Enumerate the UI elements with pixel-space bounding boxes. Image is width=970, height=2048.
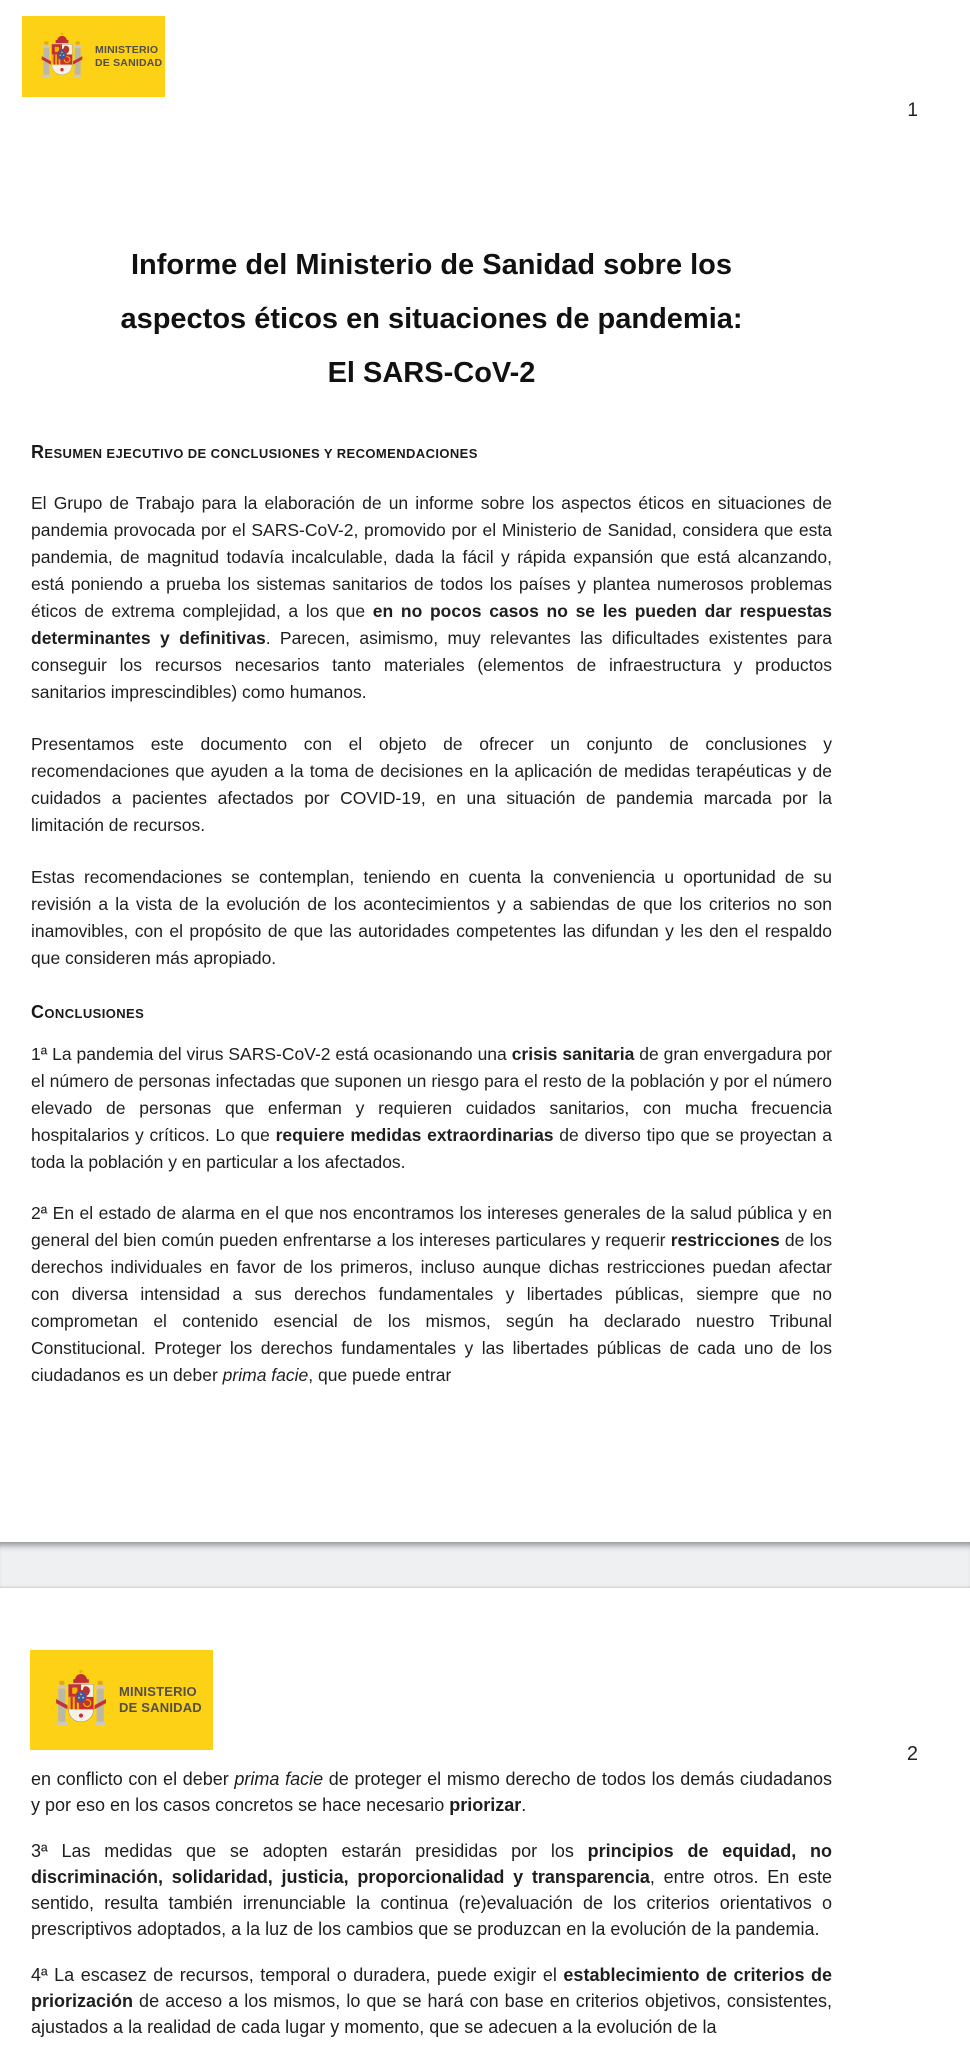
paragraph-conclusion-1: 1ª La pandemia del virus SARS-CoV-2 está ocasionando una crisis sanitaria de gran envergadura por el número de personas infectadas que suponen un riesgo para el resto de la población y por el número elevado de personas que enferman y requieren cuidados sanitarios, con mucha frecuencia hospitalarios y críticos. Lo que requiere medidas extraordinarias de diverso tipo que se proyectan a toda la población y en particular a los afectados.: [31, 1044, 833, 1172]
paragraph-resumen-3: Estas recomendaciones se contemplan, teniendo en cuenta la conveniencia u oportunidad de su revisión a la vista de la evolución de los acontecimientos y a sabiendas de que los criterios no son inamovibles, con el propósito de que las autoridades competentes las difundan y les den el respaldo que consideren más apropiado.: [31, 867, 832, 968]
section-heading-resumen: RESUMEN EJECUTIVO DE CONCLUSIONES Y RECOMENDACIONES: [31, 442, 478, 462]
ministry-name-line2: DE SANIDAD: [95, 56, 163, 69]
page1-content: [31, 441, 832, 1389]
ministry-name-line2: DE SANIDAD: [119, 1700, 202, 1715]
paragraph-conclusion-2: 2ª En el estado de alarma en el que nos encontramos los intereses generales de la salud pública y en general del bien común pueden enfrentarse a los intereses particulares y requerir restricciones de los derechos individuales en favor de los primeros, incluso aunque dichas restricciones puedan afectar con diversa intensidad a sus derechos fundamentales y libertades públicas, siempre que no comprometan el contenido esencial de los mismos, según ha declarado nuestro Tribunal Constitucional. Proteger los derechos fundamentales y las libertades públicas de cada uno de los ciudadanos es un deber prima facie, que puede entrar: [31, 1203, 832, 1385]
page-number: 2: [906, 1743, 918, 1765]
spain-coat-of-arms-icon: [40, 28, 84, 86]
document-title-line3: El SARS-CoV-2: [327, 357, 536, 389]
spain-coat-of-arms-icon: [54, 1664, 108, 1736]
page-number: 1: [907, 100, 918, 121]
document-title-line1: Informe del Ministerio de Sanidad sobre los: [130, 249, 733, 281]
paragraph-conclusion-4: 4ª La escasez de recursos, temporal o duradera, puede exigir el establecimiento de criterios de priorización de acceso a los mismos, lo que se hará con base en criterios objetivos, consistentes, ajustados a la realidad de cada lugar y momento, que se adecuen a la evolución de la: [31, 1965, 833, 2037]
ministry-logo: [22, 16, 165, 97]
ministry-name-line1: MINISTERIO: [95, 43, 159, 56]
page-separator: [0, 1542, 970, 1588]
ministry-name-line1: MINISTERIO: [119, 1683, 197, 1699]
paragraph-resumen-1: El Grupo de Trabajo para la elaboración de un informe sobre los aspectos éticos en situaciones de pandemia provocada por el SARS-CoV-2, promovido por el Ministerio de Sanidad, considera que esta pandemia, de magnitud todavía incalculable, dada la fácil y rápida expansión que está alcanzando, está poniendo a prueba los sistemas sanitarios de todos los países y plantea numerosos problemas éticos de extrema complejidad, a los que en no pocos casos no se les pueden dar respuestas determinantes y definitivas. Parecen, asimismo, muy relevantes las dificultades existentes para conseguir los recursos necesarios tanto materiales (elementos de infraestructura y productos sanitarios imprescindibles) como humanos.: [31, 493, 832, 702]
ministry-logo: [30, 1650, 213, 1750]
page-2: [0, 1588, 970, 2048]
document-title-line2: aspectos éticos en situaciones de pandemia:: [120, 303, 743, 335]
section-heading-conclusiones: CONCLUSIONES: [31, 1002, 145, 1022]
page2-content: [31, 1766, 832, 2040]
paragraph-conclusion-2-continued: en conflicto con el deber prima facie de proteger el mismo derecho de todos los demás ciudadanos y por eso en los casos concretos se hace necesario priorizar.: [31, 1769, 833, 1815]
paragraph-resumen-2: Presentamos este documento con el objeto de ofrecer un conjunto de conclusiones y recomendaciones que ayuden a la toma de decisiones en la aplicación de medidas terapéuticas y de cuidados a pacientes afectados por COVID-19, en una situación de pandemia marcada por la limitación de recursos.: [31, 734, 832, 835]
ministry-name: [119, 1684, 202, 1717]
document-title: [31, 238, 832, 400]
paragraph-conclusion-3: 3ª Las medidas que se adopten estarán presididas por los principios de equidad, no discriminación, solidaridad, justicia, proporcionalidad y transparencia, entre otros. En este sentido, resulta también irrenunciable la continua (re)evaluación de los criterios orientativos o prescriptivos adoptados, a la luz de los cambios que se produzcan en la evolución de la pandemia.: [31, 1841, 832, 1939]
ministry-name: [95, 44, 162, 70]
